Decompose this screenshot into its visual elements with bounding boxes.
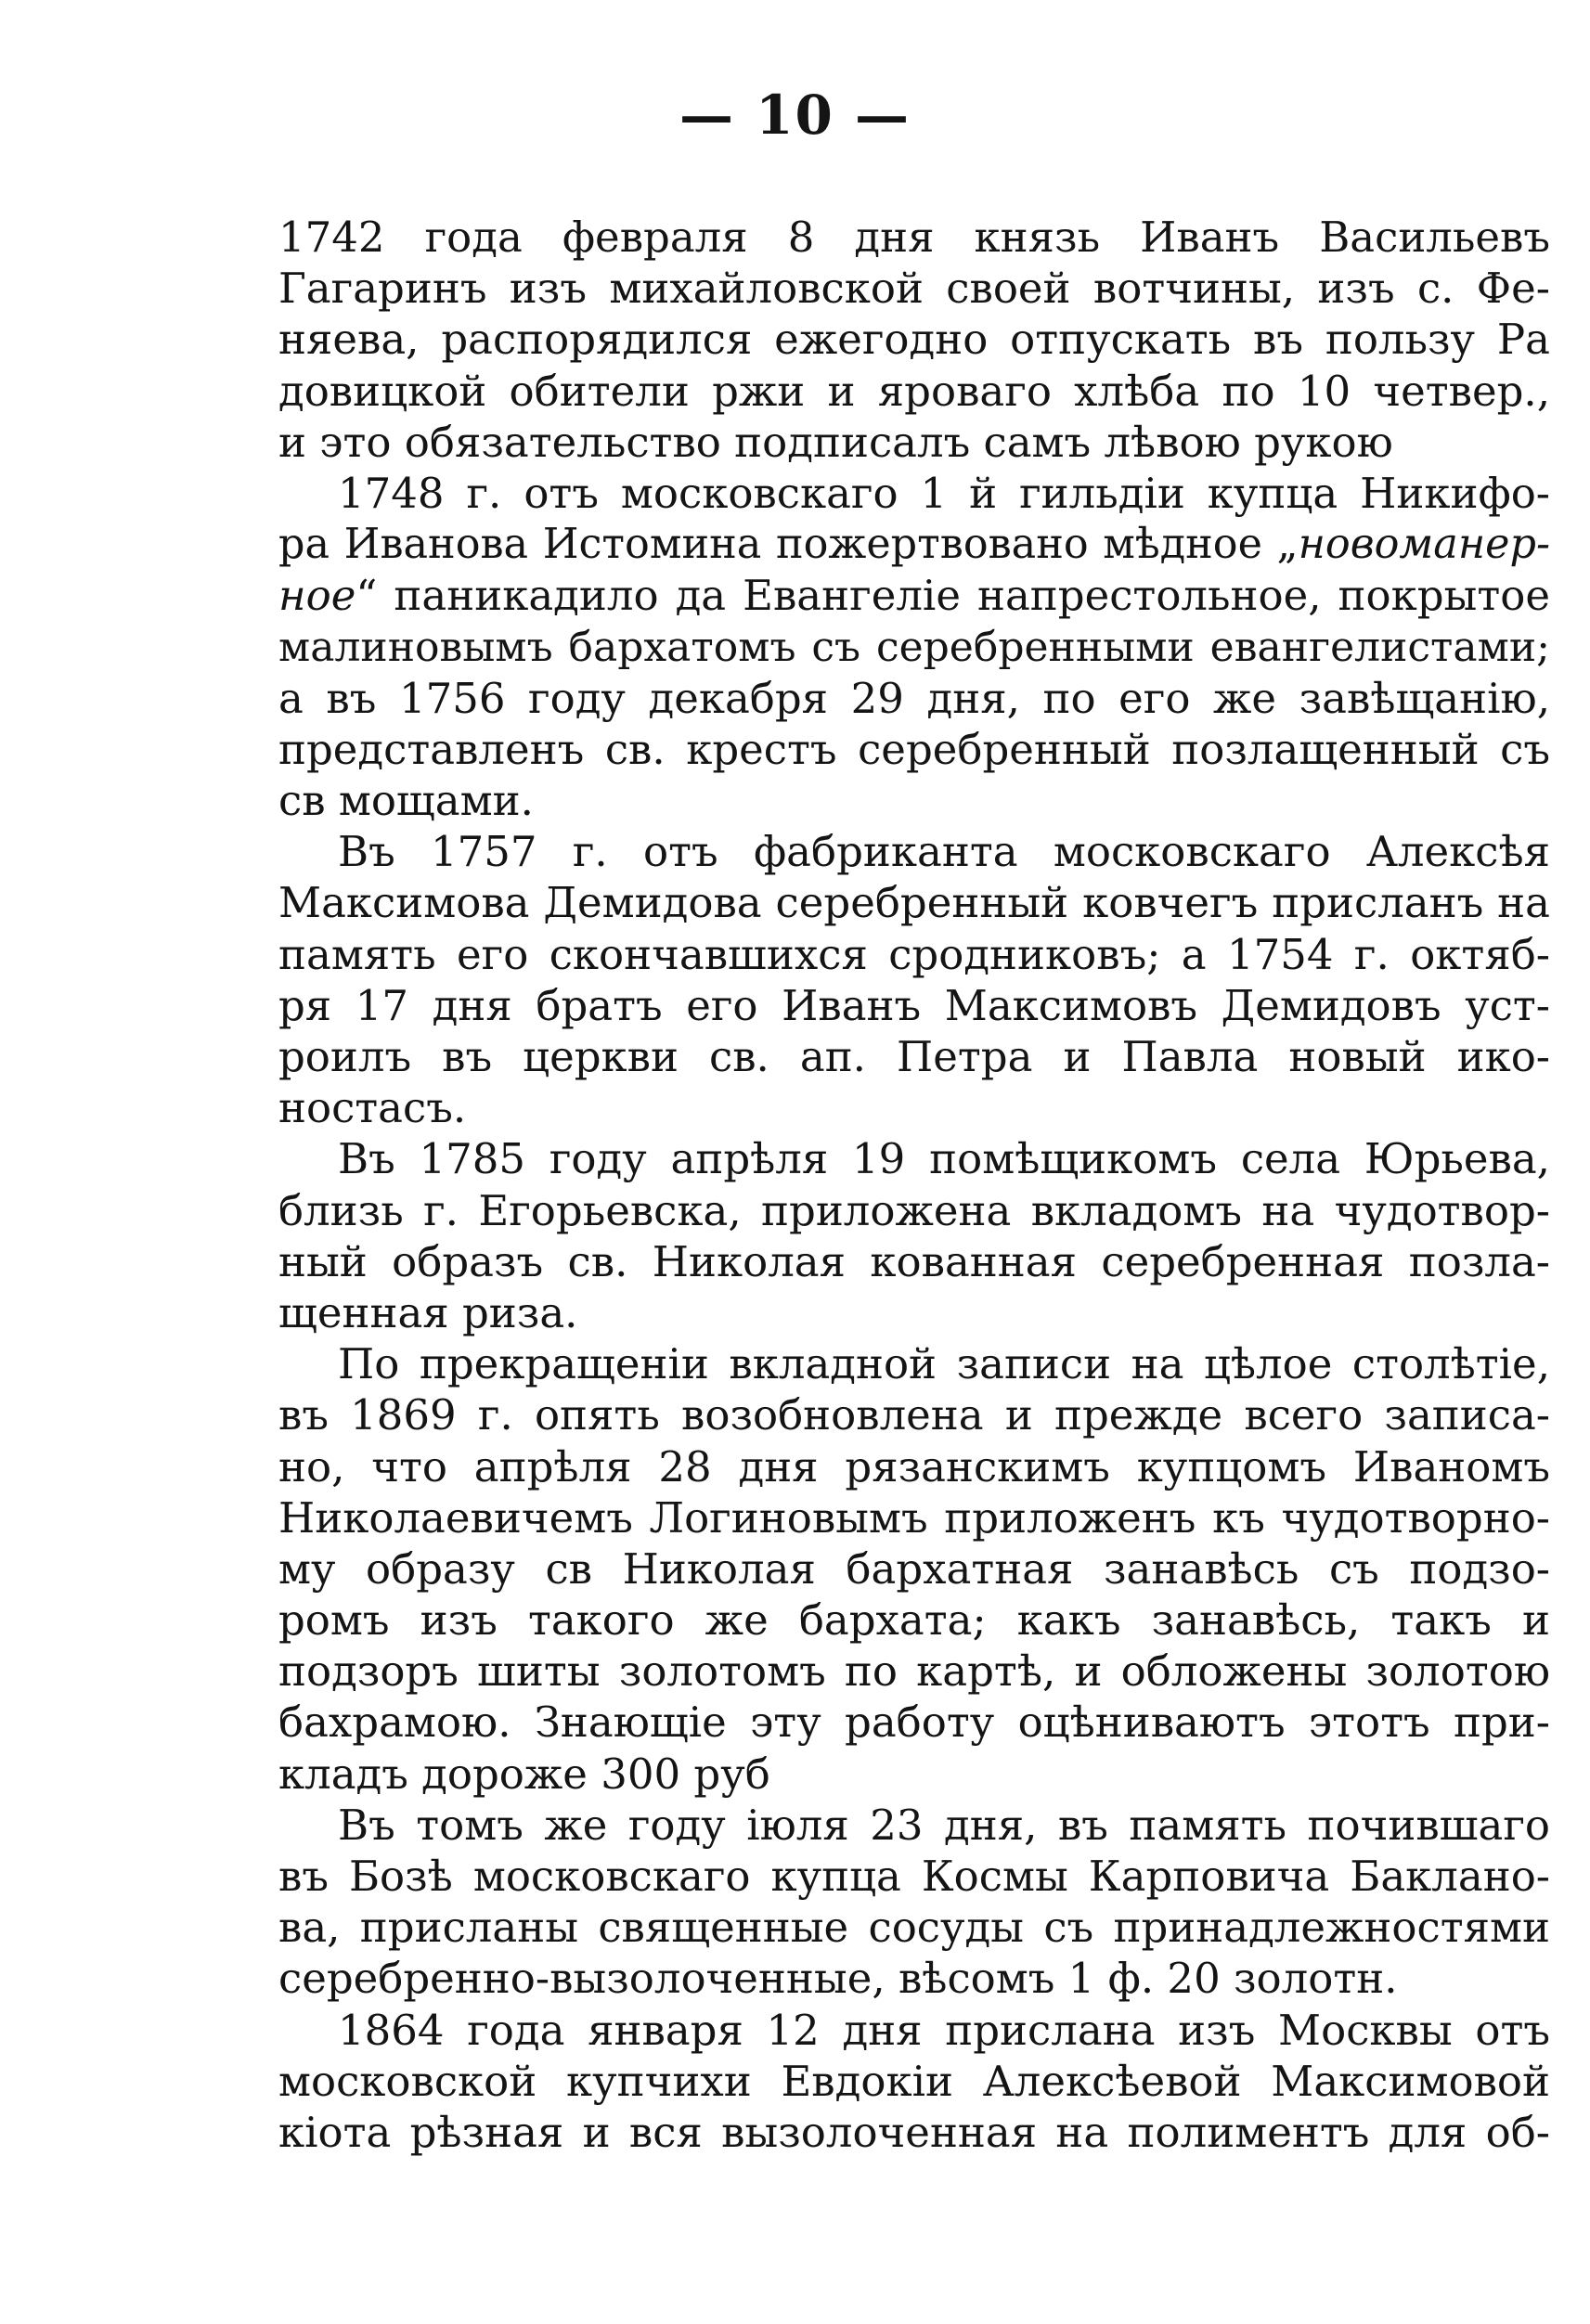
text-line: кладъ дороже 300 руб bbox=[278, 1749, 770, 1799]
text-line: а въ 1756 году декабря 29 дня, по его же завѣщанію, bbox=[278, 673, 1550, 723]
text-line: Въ 1757 г. отъ фабриканта московскаго Алексѣя bbox=[338, 827, 1550, 877]
text-line: серебренно-вызолоченные, вѣсомъ 1 ф. 20 золотн. bbox=[278, 1954, 1398, 2004]
text-line: По прекращеніи вкладной записи на цѣлое столѣтіе, bbox=[338, 1339, 1550, 1389]
page-number: — 10 — bbox=[679, 84, 911, 147]
text-line: представленъ св. крестъ серебренный позлащенный съ bbox=[278, 724, 1550, 774]
text-line: ностасъ. bbox=[278, 1083, 467, 1133]
text-line: няева, распорядился ежегодно отпускать въ пользу Ра bbox=[278, 315, 1550, 365]
text-line: щенная риза. bbox=[278, 1287, 578, 1337]
page-body-text bbox=[278, 212, 1550, 2158]
text-line: въ Бозѣ московскаго купца Космы Карповича Баклано- bbox=[278, 1852, 1550, 1901]
text-line: 1748 г. отъ московскаго 1 й гильдіи купца Никифо- bbox=[338, 468, 1550, 518]
text-line: и это обязательство подписалъ самъ лѣвою рукою bbox=[278, 417, 1393, 467]
text-line: въ 1869 г. опять возобновлена и прежде всего записа- bbox=[278, 1390, 1550, 1440]
text-line: св мощами. bbox=[278, 776, 534, 826]
text-line: бахрамою. Знающіе эту работу оцѣниваютъ этотъ при- bbox=[278, 1698, 1550, 1748]
text-line: подзоръ шиты золотомъ по картѣ, и обложены золотою bbox=[278, 1646, 1550, 1697]
italic-text-segment: новоманер- bbox=[1298, 521, 1550, 569]
text-segment: ра Иванова Истомина пожертвовано мѣдное „ bbox=[278, 521, 1299, 569]
text-segment: “ паникадило да Евангеліе напрестольное, покрытое bbox=[355, 571, 1550, 621]
text-line: московской купчихи Евдокіи Алексѣевой Максимовой bbox=[278, 2056, 1550, 2106]
text-line: Въ томъ же году іюля 23 дня, въ память почившаго bbox=[338, 1800, 1550, 1850]
text-line-with-italic bbox=[278, 570, 1550, 621]
text-line: ромъ изъ такого же бархата; какъ занавѣсь, такъ и bbox=[278, 1595, 1550, 1646]
text-line-with-italic bbox=[278, 519, 1550, 570]
text-line: Гагаринъ изъ михайловской своей вотчины, изъ с. Фе- bbox=[278, 264, 1550, 314]
italic-text-segment: ное bbox=[278, 571, 356, 621]
text-line: Николаевичемъ Логиновымъ приложенъ къ чудотворно- bbox=[278, 1492, 1550, 1543]
text-line: Максимова Демидова серебренный ковчегъ присланъ на bbox=[278, 878, 1550, 928]
text-line: ный образъ св. Николая кованная серебренная позла- bbox=[278, 1236, 1550, 1286]
text-line: ва, присланы священные сосуды съ принадлежностями bbox=[278, 1903, 1550, 1953]
text-line: кіота рѣзная и вся вызолоченная на полиментъ для об- bbox=[278, 2107, 1550, 2157]
text-line: ря 17 дня братъ его Иванъ Максимовъ Демидовъ уст- bbox=[278, 980, 1550, 1030]
text-line: память его скончавшихся сродниковъ; а 1754 г. октяб- bbox=[278, 929, 1550, 979]
text-line: Въ 1785 году апрѣля 19 помѣщикомъ села Юрьева, bbox=[338, 1134, 1550, 1184]
text-line: но, что апрѣля 28 дня рязанскимъ купцомъ Иваномъ bbox=[278, 1441, 1550, 1491]
text-line: малиновымъ бархатомъ съ серебренными евангелистами; bbox=[278, 623, 1550, 671]
text-line: му образу св Николая бархатная занавѣсь съ подзо- bbox=[278, 1543, 1550, 1594]
text-line: близь г. Егорьевска, приложена вкладомъ на чудотвор- bbox=[278, 1185, 1550, 1235]
text-line: 1864 года января 12 дня прислана изъ Москвы отъ bbox=[338, 2005, 1550, 2055]
text-line: довицкой обители ржи и яроваго хлѣба по 10 четвер., bbox=[278, 366, 1550, 416]
text-line: роилъ въ церкви св. ап. Петра и Павла новый ико- bbox=[278, 1032, 1550, 1081]
text-line: 1742 года февраля 8 дня князь Иванъ Васильевъ bbox=[278, 213, 1550, 262]
